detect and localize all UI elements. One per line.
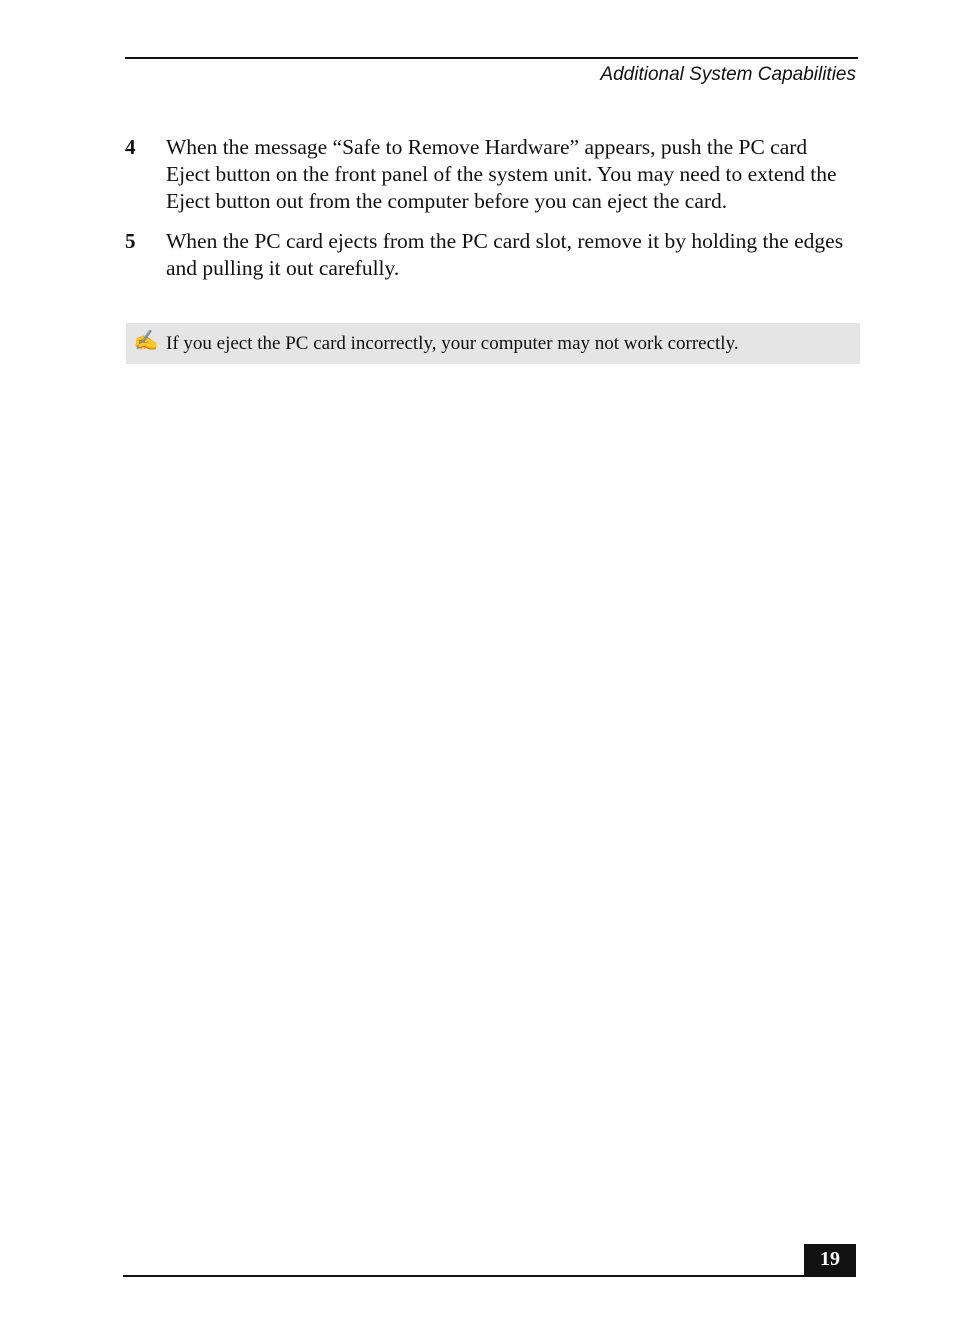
running-header: Additional System Capabilities	[600, 64, 856, 85]
step-text: When the PC card ejects from the PC card slot, remove it by holding the edges and pulling it out carefully.	[166, 229, 844, 280]
step-item	[125, 228, 855, 282]
step-number: 5	[125, 229, 136, 253]
step-list	[125, 134, 855, 295]
note-text: If you eject the PC card incorrectly, your computer may not work correctly.	[166, 332, 739, 354]
step-text: When the message “Safe to Remove Hardware” appears, push the PC card Eject button on the front panel of the system unit. You may need to extend the Eject button out from the computer before you can eject the card.	[166, 135, 837, 213]
footer-rule	[123, 1275, 856, 1277]
page-number: 19	[804, 1244, 856, 1277]
step-number: 4	[125, 135, 136, 159]
step-item	[125, 134, 855, 215]
note-box	[126, 323, 860, 364]
pencil-note-icon: ✍	[133, 329, 159, 352]
header-rule	[125, 57, 858, 59]
